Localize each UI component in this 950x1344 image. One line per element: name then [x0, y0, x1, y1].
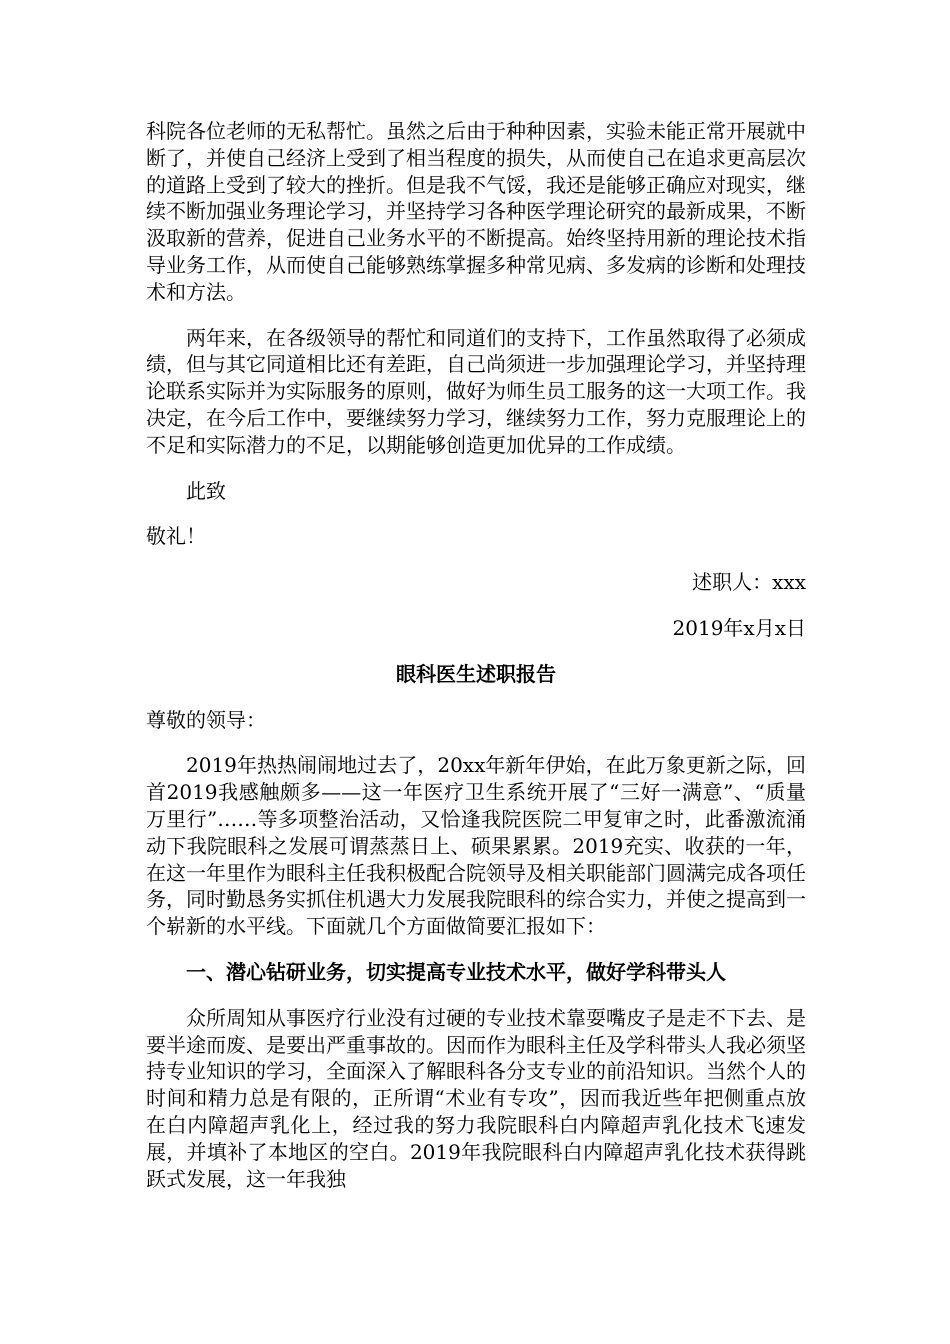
closing-line-1: 此致: [186, 478, 226, 503]
document-page: [146, 118, 806, 1192]
body-paragraph-2: 两年来，在各级领导的帮忙和同道们的支持下，工作虽然取得了必须成绩，但与其它同道相比还有差距，自己尚须进一步加强理论学习，并坚持理论联系实际并为实际服务的原则，做好为师生员工服务的这一大项工作。我决定，在今后工作中，要继续努力学习，继续努力工作，努力克服理论上的不足和实际潜力的不足，以期能够创造更加优异的工作成绩。: [146, 325, 806, 457]
body-paragraph-1: 科院各位老师的无私帮忙。虽然之后由于种种因素，实验未能正常开展就中断了，并使自己经济上受到了相当程度的损失，从而使自己在追求更高层次的道路上受到了较大的挫折。但是我不气馁，我还是能够正确应对现实，继续不断加强业务理论学习，并坚持学习各种医学理论研究的最新成果，不断汲取新的营养，促进自己业务水平的不断提高。始终坚持用新的理论技术指导业务工作，从而使自己能够熟练掌握多种常见病、多发病的诊断和处理技术和方法。: [146, 119, 806, 304]
salutation: 尊敬的领导：: [146, 707, 266, 732]
report-title: 眼科医生述职报告: [396, 661, 556, 686]
section-heading-1: 一、潜心钻研业务，切实提高专业技术水平，做好学科带头人: [186, 959, 726, 984]
body-paragraph-3: 2019年热热闹闹地过去了，20xx年新年伊始，在此万象更新之际，回首2019我感触颇多——这一年医疗卫生系统开展了“三好一满意”、“质量万里行”……等多项整治活动，又恰逢我院医院二甲复审之时，此番激流涌动下我院眼科之发展可谓蒸蒸日上、硕果累累。2019充实、收获的一年，在这一年里作为眼科主任我积极配合院领导及相关职能部门圆满完成各项任务，同时勤恳务实抓住机遇大力发展我院眼科的综合实力，并使之提高到一个崭新的水平线。下面就几个方面做简要汇报如下：: [146, 753, 806, 939]
date: 2019年x月x日: [672, 615, 806, 640]
signature: 述职人：xxx: [692, 570, 806, 595]
body-paragraph-4: 众所周知从事医疗行业没有过硬的专业技术靠耍嘴皮子是走不下去、是要半途而废、是要出严重事故的。因而作为眼科主任及学科带头人我必须坚持专业知识的学习，全面深入了解眼科各分支专业的前沿知识。当然个人的时间和精力总是有限的，正所谓“术业有专攻”，因而我近些年把侧重点放在白内障超声乳化上，经过我的努力我院眼科白内障超声乳化技术飞速发展，并填补了本地区的空白。2019年我院眼科白内障超声乳化技术获得跳跃式发展，这一年我独: [146, 1005, 806, 1191]
closing-line-2: 敬礼！: [146, 524, 206, 549]
